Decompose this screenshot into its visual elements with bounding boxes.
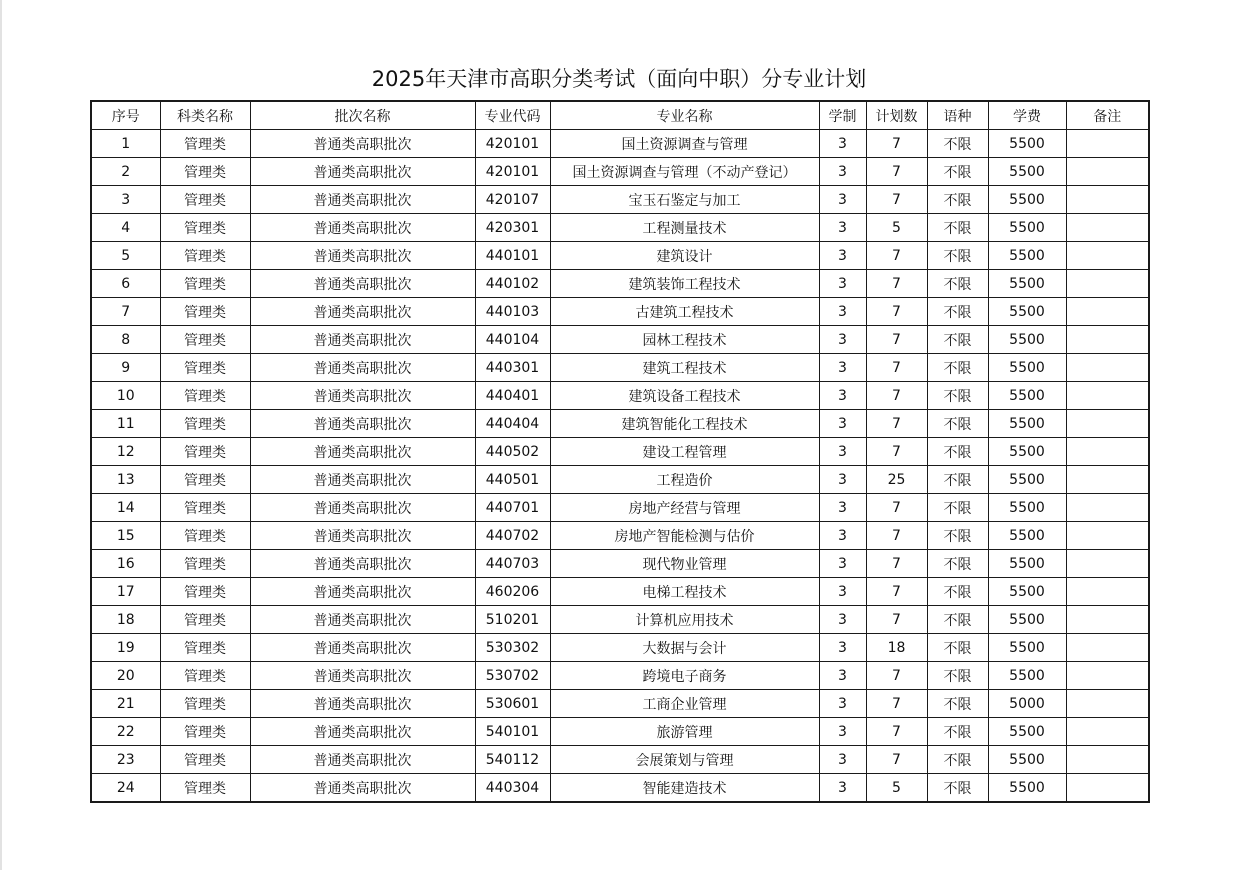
cell-plan: 7 <box>866 298 927 326</box>
cell-tuition: 5500 <box>988 662 1066 690</box>
cell-category: 管理类 <box>160 158 250 186</box>
cell-batch: 普通类高职批次 <box>250 522 475 550</box>
cell-language: 不限 <box>927 298 988 326</box>
cell-language: 不限 <box>927 214 988 242</box>
cell-seq: 9 <box>91 354 160 382</box>
header-code: 专业代码 <box>475 101 550 130</box>
cell-plan: 7 <box>866 270 927 298</box>
cell-seq: 6 <box>91 270 160 298</box>
cell-seq: 14 <box>91 494 160 522</box>
cell-years: 3 <box>819 494 866 522</box>
cell-category: 管理类 <box>160 718 250 746</box>
cell-tuition: 5500 <box>988 578 1066 606</box>
cell-language: 不限 <box>927 326 988 354</box>
cell-plan: 7 <box>866 410 927 438</box>
cell-category: 管理类 <box>160 746 250 774</box>
cell-code: 530601 <box>475 690 550 718</box>
cell-major: 工商企业管理 <box>550 690 819 718</box>
cell-tuition: 5500 <box>988 158 1066 186</box>
header-tuition: 学费 <box>988 101 1066 130</box>
cell-language: 不限 <box>927 634 988 662</box>
cell-seq: 18 <box>91 606 160 634</box>
cell-seq: 15 <box>91 522 160 550</box>
cell-tuition: 5500 <box>988 270 1066 298</box>
cell-language: 不限 <box>927 410 988 438</box>
cell-batch: 普通类高职批次 <box>250 158 475 186</box>
cell-category: 管理类 <box>160 242 250 270</box>
table-row <box>91 746 1149 774</box>
cell-language: 不限 <box>927 550 988 578</box>
cell-plan: 5 <box>866 774 927 803</box>
cell-years: 3 <box>819 242 866 270</box>
cell-batch: 普通类高职批次 <box>250 382 475 410</box>
cell-seq: 24 <box>91 774 160 803</box>
cell-years: 3 <box>819 718 866 746</box>
cell-plan: 7 <box>866 522 927 550</box>
table-row <box>91 354 1149 382</box>
cell-plan: 25 <box>866 466 927 494</box>
cell-years: 3 <box>819 382 866 410</box>
cell-batch: 普通类高职批次 <box>250 550 475 578</box>
table-row <box>91 522 1149 550</box>
cell-remarks <box>1066 270 1149 298</box>
cell-major: 国土资源调查与管理（不动产登记） <box>550 158 819 186</box>
cell-major: 跨境电子商务 <box>550 662 819 690</box>
cell-batch: 普通类高职批次 <box>250 130 475 158</box>
cell-plan: 7 <box>866 186 927 214</box>
cell-plan: 18 <box>866 634 927 662</box>
cell-seq: 2 <box>91 158 160 186</box>
cell-code: 530702 <box>475 662 550 690</box>
cell-years: 3 <box>819 354 866 382</box>
table-row <box>91 662 1149 690</box>
cell-years: 3 <box>819 130 866 158</box>
cell-category: 管理类 <box>160 438 250 466</box>
cell-category: 管理类 <box>160 382 250 410</box>
cell-language: 不限 <box>927 578 988 606</box>
cell-batch: 普通类高职批次 <box>250 718 475 746</box>
cell-category: 管理类 <box>160 466 250 494</box>
cell-years: 3 <box>819 746 866 774</box>
cell-years: 3 <box>819 326 866 354</box>
cell-plan: 7 <box>866 130 927 158</box>
cell-years: 3 <box>819 186 866 214</box>
cell-code: 420107 <box>475 186 550 214</box>
cell-batch: 普通类高职批次 <box>250 438 475 466</box>
cell-plan: 7 <box>866 550 927 578</box>
cell-major: 建筑装饰工程技术 <box>550 270 819 298</box>
cell-batch: 普通类高职批次 <box>250 410 475 438</box>
cell-seq: 8 <box>91 326 160 354</box>
cell-category: 管理类 <box>160 354 250 382</box>
cell-major: 工程造价 <box>550 466 819 494</box>
cell-years: 3 <box>819 466 866 494</box>
cell-remarks <box>1066 550 1149 578</box>
table-header <box>91 101 1149 130</box>
cell-language: 不限 <box>927 242 988 270</box>
cell-plan: 7 <box>866 662 927 690</box>
cell-remarks <box>1066 466 1149 494</box>
table-row <box>91 578 1149 606</box>
table-row <box>91 270 1149 298</box>
cell-major: 建筑设计 <box>550 242 819 270</box>
cell-batch: 普通类高职批次 <box>250 242 475 270</box>
cell-years: 3 <box>819 270 866 298</box>
cell-remarks <box>1066 298 1149 326</box>
cell-language: 不限 <box>927 522 988 550</box>
table-row <box>91 690 1149 718</box>
cell-category: 管理类 <box>160 774 250 803</box>
cell-code: 440101 <box>475 242 550 270</box>
cell-major: 建设工程管理 <box>550 438 819 466</box>
header-plan: 计划数 <box>866 101 927 130</box>
cell-remarks <box>1066 494 1149 522</box>
cell-years: 3 <box>819 158 866 186</box>
cell-remarks <box>1066 746 1149 774</box>
cell-batch: 普通类高职批次 <box>250 326 475 354</box>
cell-language: 不限 <box>927 606 988 634</box>
cell-category: 管理类 <box>160 550 250 578</box>
cell-language: 不限 <box>927 718 988 746</box>
cell-batch: 普通类高职批次 <box>250 746 475 774</box>
cell-seq: 22 <box>91 718 160 746</box>
cell-code: 440502 <box>475 438 550 466</box>
table-row <box>91 158 1149 186</box>
cell-seq: 5 <box>91 242 160 270</box>
cell-tuition: 5500 <box>988 606 1066 634</box>
cell-code: 440304 <box>475 774 550 803</box>
table-row <box>91 494 1149 522</box>
cell-tuition: 5500 <box>988 326 1066 354</box>
cell-seq: 20 <box>91 662 160 690</box>
cell-remarks <box>1066 130 1149 158</box>
table-body <box>91 130 1149 803</box>
cell-major: 建筑工程技术 <box>550 354 819 382</box>
cell-tuition: 5500 <box>988 130 1066 158</box>
cell-seq: 10 <box>91 382 160 410</box>
cell-plan: 7 <box>866 354 927 382</box>
cell-seq: 11 <box>91 410 160 438</box>
cell-language: 不限 <box>927 354 988 382</box>
table-row <box>91 242 1149 270</box>
cell-language: 不限 <box>927 466 988 494</box>
cell-major: 计算机应用技术 <box>550 606 819 634</box>
cell-batch: 普通类高职批次 <box>250 186 475 214</box>
cell-years: 3 <box>819 606 866 634</box>
cell-batch: 普通类高职批次 <box>250 494 475 522</box>
cell-code: 440104 <box>475 326 550 354</box>
table-row <box>91 718 1149 746</box>
cell-years: 3 <box>819 774 866 803</box>
cell-major: 电梯工程技术 <box>550 578 819 606</box>
cell-seq: 21 <box>91 690 160 718</box>
cell-remarks <box>1066 774 1149 803</box>
cell-remarks <box>1066 410 1149 438</box>
cell-plan: 7 <box>866 382 927 410</box>
cell-seq: 1 <box>91 130 160 158</box>
cell-plan: 7 <box>866 326 927 354</box>
cell-code: 440401 <box>475 382 550 410</box>
cell-tuition: 5500 <box>988 522 1066 550</box>
cell-remarks <box>1066 662 1149 690</box>
cell-remarks <box>1066 242 1149 270</box>
cell-category: 管理类 <box>160 326 250 354</box>
cell-remarks <box>1066 158 1149 186</box>
cell-tuition: 5500 <box>988 298 1066 326</box>
cell-seq: 3 <box>91 186 160 214</box>
cell-remarks <box>1066 690 1149 718</box>
cell-remarks <box>1066 186 1149 214</box>
cell-tuition: 5500 <box>988 242 1066 270</box>
header-language: 语种 <box>927 101 988 130</box>
table-row <box>91 774 1149 803</box>
cell-remarks <box>1066 438 1149 466</box>
cell-plan: 7 <box>866 690 927 718</box>
cell-code: 510201 <box>475 606 550 634</box>
cell-tuition: 5500 <box>988 466 1066 494</box>
cell-category: 管理类 <box>160 298 250 326</box>
cell-remarks <box>1066 634 1149 662</box>
cell-plan: 7 <box>866 494 927 522</box>
cell-major: 建筑智能化工程技术 <box>550 410 819 438</box>
cell-seq: 17 <box>91 578 160 606</box>
cell-category: 管理类 <box>160 690 250 718</box>
cell-remarks <box>1066 326 1149 354</box>
cell-code: 440103 <box>475 298 550 326</box>
cell-seq: 16 <box>91 550 160 578</box>
cell-language: 不限 <box>927 270 988 298</box>
cell-code: 440701 <box>475 494 550 522</box>
cell-tuition: 5500 <box>988 718 1066 746</box>
cell-plan: 7 <box>866 578 927 606</box>
cell-major: 园林工程技术 <box>550 326 819 354</box>
cell-language: 不限 <box>927 662 988 690</box>
cell-tuition: 5500 <box>988 774 1066 803</box>
document-title: 2025年天津市高职分类考试（面向中职）分专业计划 <box>371 67 867 91</box>
table-row <box>91 438 1149 466</box>
cell-plan: 5 <box>866 214 927 242</box>
table-row <box>91 550 1149 578</box>
cell-seq: 12 <box>91 438 160 466</box>
cell-seq: 4 <box>91 214 160 242</box>
cell-batch: 普通类高职批次 <box>250 214 475 242</box>
cell-language: 不限 <box>927 494 988 522</box>
cell-plan: 7 <box>866 158 927 186</box>
enrollment-plan-table <box>90 100 1150 803</box>
header-category: 科类名称 <box>160 101 250 130</box>
table-row <box>91 130 1149 158</box>
cell-code: 420101 <box>475 130 550 158</box>
header-batch: 批次名称 <box>250 101 475 130</box>
cell-batch: 普通类高职批次 <box>250 578 475 606</box>
cell-tuition: 5000 <box>988 690 1066 718</box>
cell-code: 530302 <box>475 634 550 662</box>
table-row <box>91 606 1149 634</box>
cell-major: 智能建造技术 <box>550 774 819 803</box>
cell-language: 不限 <box>927 158 988 186</box>
cell-batch: 普通类高职批次 <box>250 354 475 382</box>
cell-category: 管理类 <box>160 578 250 606</box>
cell-batch: 普通类高职批次 <box>250 774 475 803</box>
cell-language: 不限 <box>927 130 988 158</box>
cell-code: 460206 <box>475 578 550 606</box>
header-major: 专业名称 <box>550 101 819 130</box>
cell-batch: 普通类高职批次 <box>250 662 475 690</box>
cell-tuition: 5500 <box>988 438 1066 466</box>
cell-code: 440102 <box>475 270 550 298</box>
cell-batch: 普通类高职批次 <box>250 690 475 718</box>
cell-remarks <box>1066 606 1149 634</box>
table-row <box>91 634 1149 662</box>
cell-tuition: 5500 <box>988 550 1066 578</box>
cell-category: 管理类 <box>160 214 250 242</box>
cell-category: 管理类 <box>160 634 250 662</box>
cell-major: 工程测量技术 <box>550 214 819 242</box>
cell-seq: 7 <box>91 298 160 326</box>
cell-years: 3 <box>819 550 866 578</box>
cell-years: 3 <box>819 214 866 242</box>
header-remarks: 备注 <box>1066 101 1149 130</box>
table-row <box>91 410 1149 438</box>
cell-major: 房地产智能检测与估价 <box>550 522 819 550</box>
cell-major: 现代物业管理 <box>550 550 819 578</box>
cell-major: 会展策划与管理 <box>550 746 819 774</box>
cell-language: 不限 <box>927 746 988 774</box>
cell-years: 3 <box>819 438 866 466</box>
cell-plan: 7 <box>866 438 927 466</box>
cell-tuition: 5500 <box>988 494 1066 522</box>
cell-category: 管理类 <box>160 606 250 634</box>
cell-major: 大数据与会计 <box>550 634 819 662</box>
header-seq: 序号 <box>91 101 160 130</box>
cell-category: 管理类 <box>160 522 250 550</box>
cell-tuition: 5500 <box>988 382 1066 410</box>
cell-batch: 普通类高职批次 <box>250 270 475 298</box>
cell-seq: 23 <box>91 746 160 774</box>
cell-remarks <box>1066 522 1149 550</box>
cell-years: 3 <box>819 690 866 718</box>
cell-code: 540101 <box>475 718 550 746</box>
table-row <box>91 466 1149 494</box>
cell-language: 不限 <box>927 774 988 803</box>
cell-major: 旅游管理 <box>550 718 819 746</box>
cell-plan: 7 <box>866 746 927 774</box>
cell-category: 管理类 <box>160 186 250 214</box>
cell-tuition: 5500 <box>988 214 1066 242</box>
cell-language: 不限 <box>927 690 988 718</box>
table-row <box>91 298 1149 326</box>
table-row <box>91 214 1149 242</box>
cell-seq: 19 <box>91 634 160 662</box>
cell-remarks <box>1066 382 1149 410</box>
cell-major: 建筑设备工程技术 <box>550 382 819 410</box>
cell-batch: 普通类高职批次 <box>250 634 475 662</box>
cell-years: 3 <box>819 578 866 606</box>
cell-plan: 7 <box>866 242 927 270</box>
cell-major: 国土资源调查与管理 <box>550 130 819 158</box>
cell-plan: 7 <box>866 606 927 634</box>
cell-years: 3 <box>819 298 866 326</box>
cell-code: 440404 <box>475 410 550 438</box>
cell-code: 440301 <box>475 354 550 382</box>
table-row <box>91 382 1149 410</box>
cell-language: 不限 <box>927 186 988 214</box>
cell-category: 管理类 <box>160 130 250 158</box>
cell-batch: 普通类高职批次 <box>250 466 475 494</box>
cell-tuition: 5500 <box>988 186 1066 214</box>
table-row <box>91 326 1149 354</box>
table-row <box>91 186 1149 214</box>
cell-language: 不限 <box>927 438 988 466</box>
cell-remarks <box>1066 578 1149 606</box>
cell-years: 3 <box>819 662 866 690</box>
cell-major: 古建筑工程技术 <box>550 298 819 326</box>
cell-years: 3 <box>819 410 866 438</box>
cell-plan: 7 <box>866 718 927 746</box>
cell-language: 不限 <box>927 382 988 410</box>
cell-tuition: 5500 <box>988 354 1066 382</box>
cell-category: 管理类 <box>160 662 250 690</box>
cell-years: 3 <box>819 634 866 662</box>
cell-code: 540112 <box>475 746 550 774</box>
header-years: 学制 <box>819 101 866 130</box>
cell-tuition: 5500 <box>988 746 1066 774</box>
cell-code: 420301 <box>475 214 550 242</box>
cell-batch: 普通类高职批次 <box>250 606 475 634</box>
cell-remarks <box>1066 354 1149 382</box>
cell-years: 3 <box>819 522 866 550</box>
cell-major: 宝玉石鉴定与加工 <box>550 186 819 214</box>
cell-code: 420101 <box>475 158 550 186</box>
cell-code: 440703 <box>475 550 550 578</box>
cell-remarks <box>1066 718 1149 746</box>
cell-code: 440501 <box>475 466 550 494</box>
cell-category: 管理类 <box>160 270 250 298</box>
cell-category: 管理类 <box>160 494 250 522</box>
cell-category: 管理类 <box>160 410 250 438</box>
cell-seq: 13 <box>91 466 160 494</box>
cell-remarks <box>1066 214 1149 242</box>
header-row <box>91 101 1149 130</box>
cell-code: 440702 <box>475 522 550 550</box>
cell-major: 房地产经营与管理 <box>550 494 819 522</box>
cell-batch: 普通类高职批次 <box>250 298 475 326</box>
cell-tuition: 5500 <box>988 634 1066 662</box>
cell-tuition: 5500 <box>988 410 1066 438</box>
